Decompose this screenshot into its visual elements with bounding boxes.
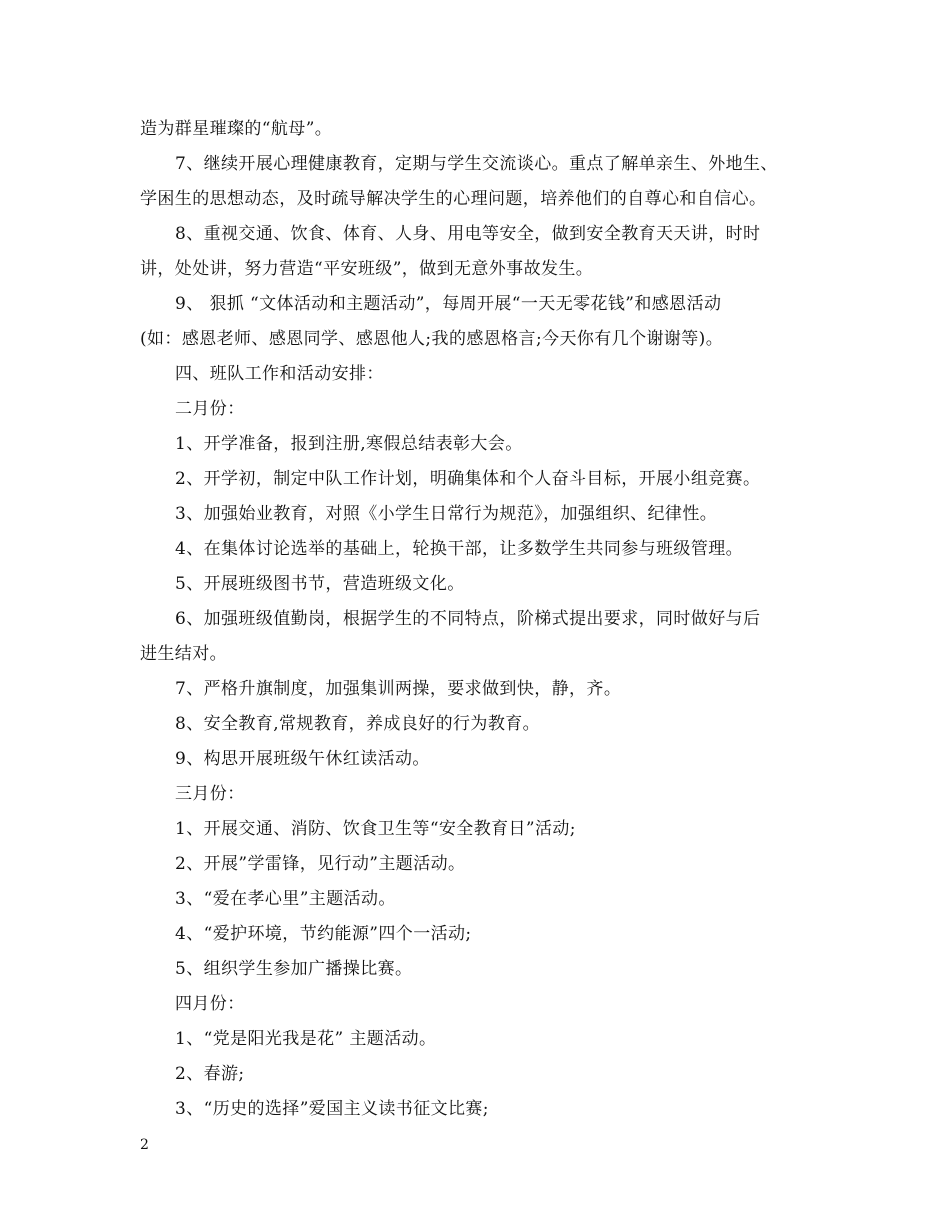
list-item: 2、开学初，制定中队工作计划，明确集体和个人奋斗目标，开展小组竞赛。 bbox=[175, 469, 761, 489]
list-item: 2、春游; bbox=[175, 1064, 245, 1084]
list-item: 4、“爱护环境，节约能源”四个一活动; bbox=[175, 924, 472, 944]
paragraph-line: 造为群星璀璨的“航母”。 bbox=[140, 119, 333, 139]
paragraph-line: 学困生的思想动态，及时疏导解决学生的心理问题，培养他们的自尊心和自信心。 bbox=[140, 189, 767, 209]
month-heading: 三月份： bbox=[175, 784, 245, 804]
list-item: 1、开展交通、消防、饮食卫生等“安全教育日”活动; bbox=[175, 819, 576, 839]
list-item: 2、开展”学雷锋，见行动”主题活动。 bbox=[175, 854, 466, 874]
list-item: 6、加强班级值勤岗，根据学生的不同特点，阶梯式提出要求，同时做好与后 bbox=[175, 609, 761, 629]
page-body bbox=[140, 112, 830, 1127]
list-item: 5、组织学生参加广播操比赛。 bbox=[175, 959, 413, 979]
list-item: 9、构思开展班级午休红读活动。 bbox=[175, 749, 430, 769]
paragraph-line: 9、 狠抓 “文体活动和主题活动”，每周开展“一天无零花钱”和感恩活动 bbox=[175, 294, 722, 314]
list-item: 4、在集体讨论选举的基础上，轮换干部，让多数学生共同参与班级管理。 bbox=[175, 539, 744, 559]
list-item: 3、“历史的选择”爱国主义读书征文比赛; bbox=[175, 1099, 489, 1119]
list-item: 3、加强始业教育，对照《小学生日常行为规范》，加强组织、纪律性。 bbox=[175, 504, 718, 524]
list-item: 7、严格升旗制度，加强集训两操，要求做到快，静，齐。 bbox=[175, 679, 622, 699]
list-item-continuation: 进生结对。 bbox=[140, 644, 227, 664]
list-item: 1、开学准备，报到注册,寒假总结表彰大会。 bbox=[175, 434, 523, 454]
paragraph-line: 讲，处处讲，努力营造“平安班级”，做到无意外事故发生。 bbox=[140, 259, 594, 279]
list-item: 5、开展班级图书节，营造班级文化。 bbox=[175, 574, 465, 594]
paragraph-line: 7、继续开展心理健康教育，定期与学生交流谈心。重点了解单亲生、外地生、 bbox=[175, 154, 778, 174]
paragraph-line: (如：感恩老师、感恩同学、感恩他人;我的感恩格言;今天你有几个谢谢等)。 bbox=[140, 329, 724, 349]
section-heading: 四、班队工作和活动安排： bbox=[175, 364, 384, 384]
list-item: 3、“爱在孝心里”主题活动。 bbox=[175, 889, 396, 909]
page-number: 2 bbox=[140, 1137, 149, 1153]
list-item: 8、安全教育,常规教育，养成良好的行为教育。 bbox=[175, 714, 541, 734]
month-heading: 四月份： bbox=[175, 994, 245, 1014]
list-item: 1、“党是阳光我是花” 主题活动。 bbox=[175, 1029, 437, 1049]
month-heading: 二月份： bbox=[175, 399, 245, 419]
paragraph-line: 8、重视交通、饮食、体育、人身、用电等安全，做到安全教育天天讲，时时 bbox=[175, 224, 761, 244]
